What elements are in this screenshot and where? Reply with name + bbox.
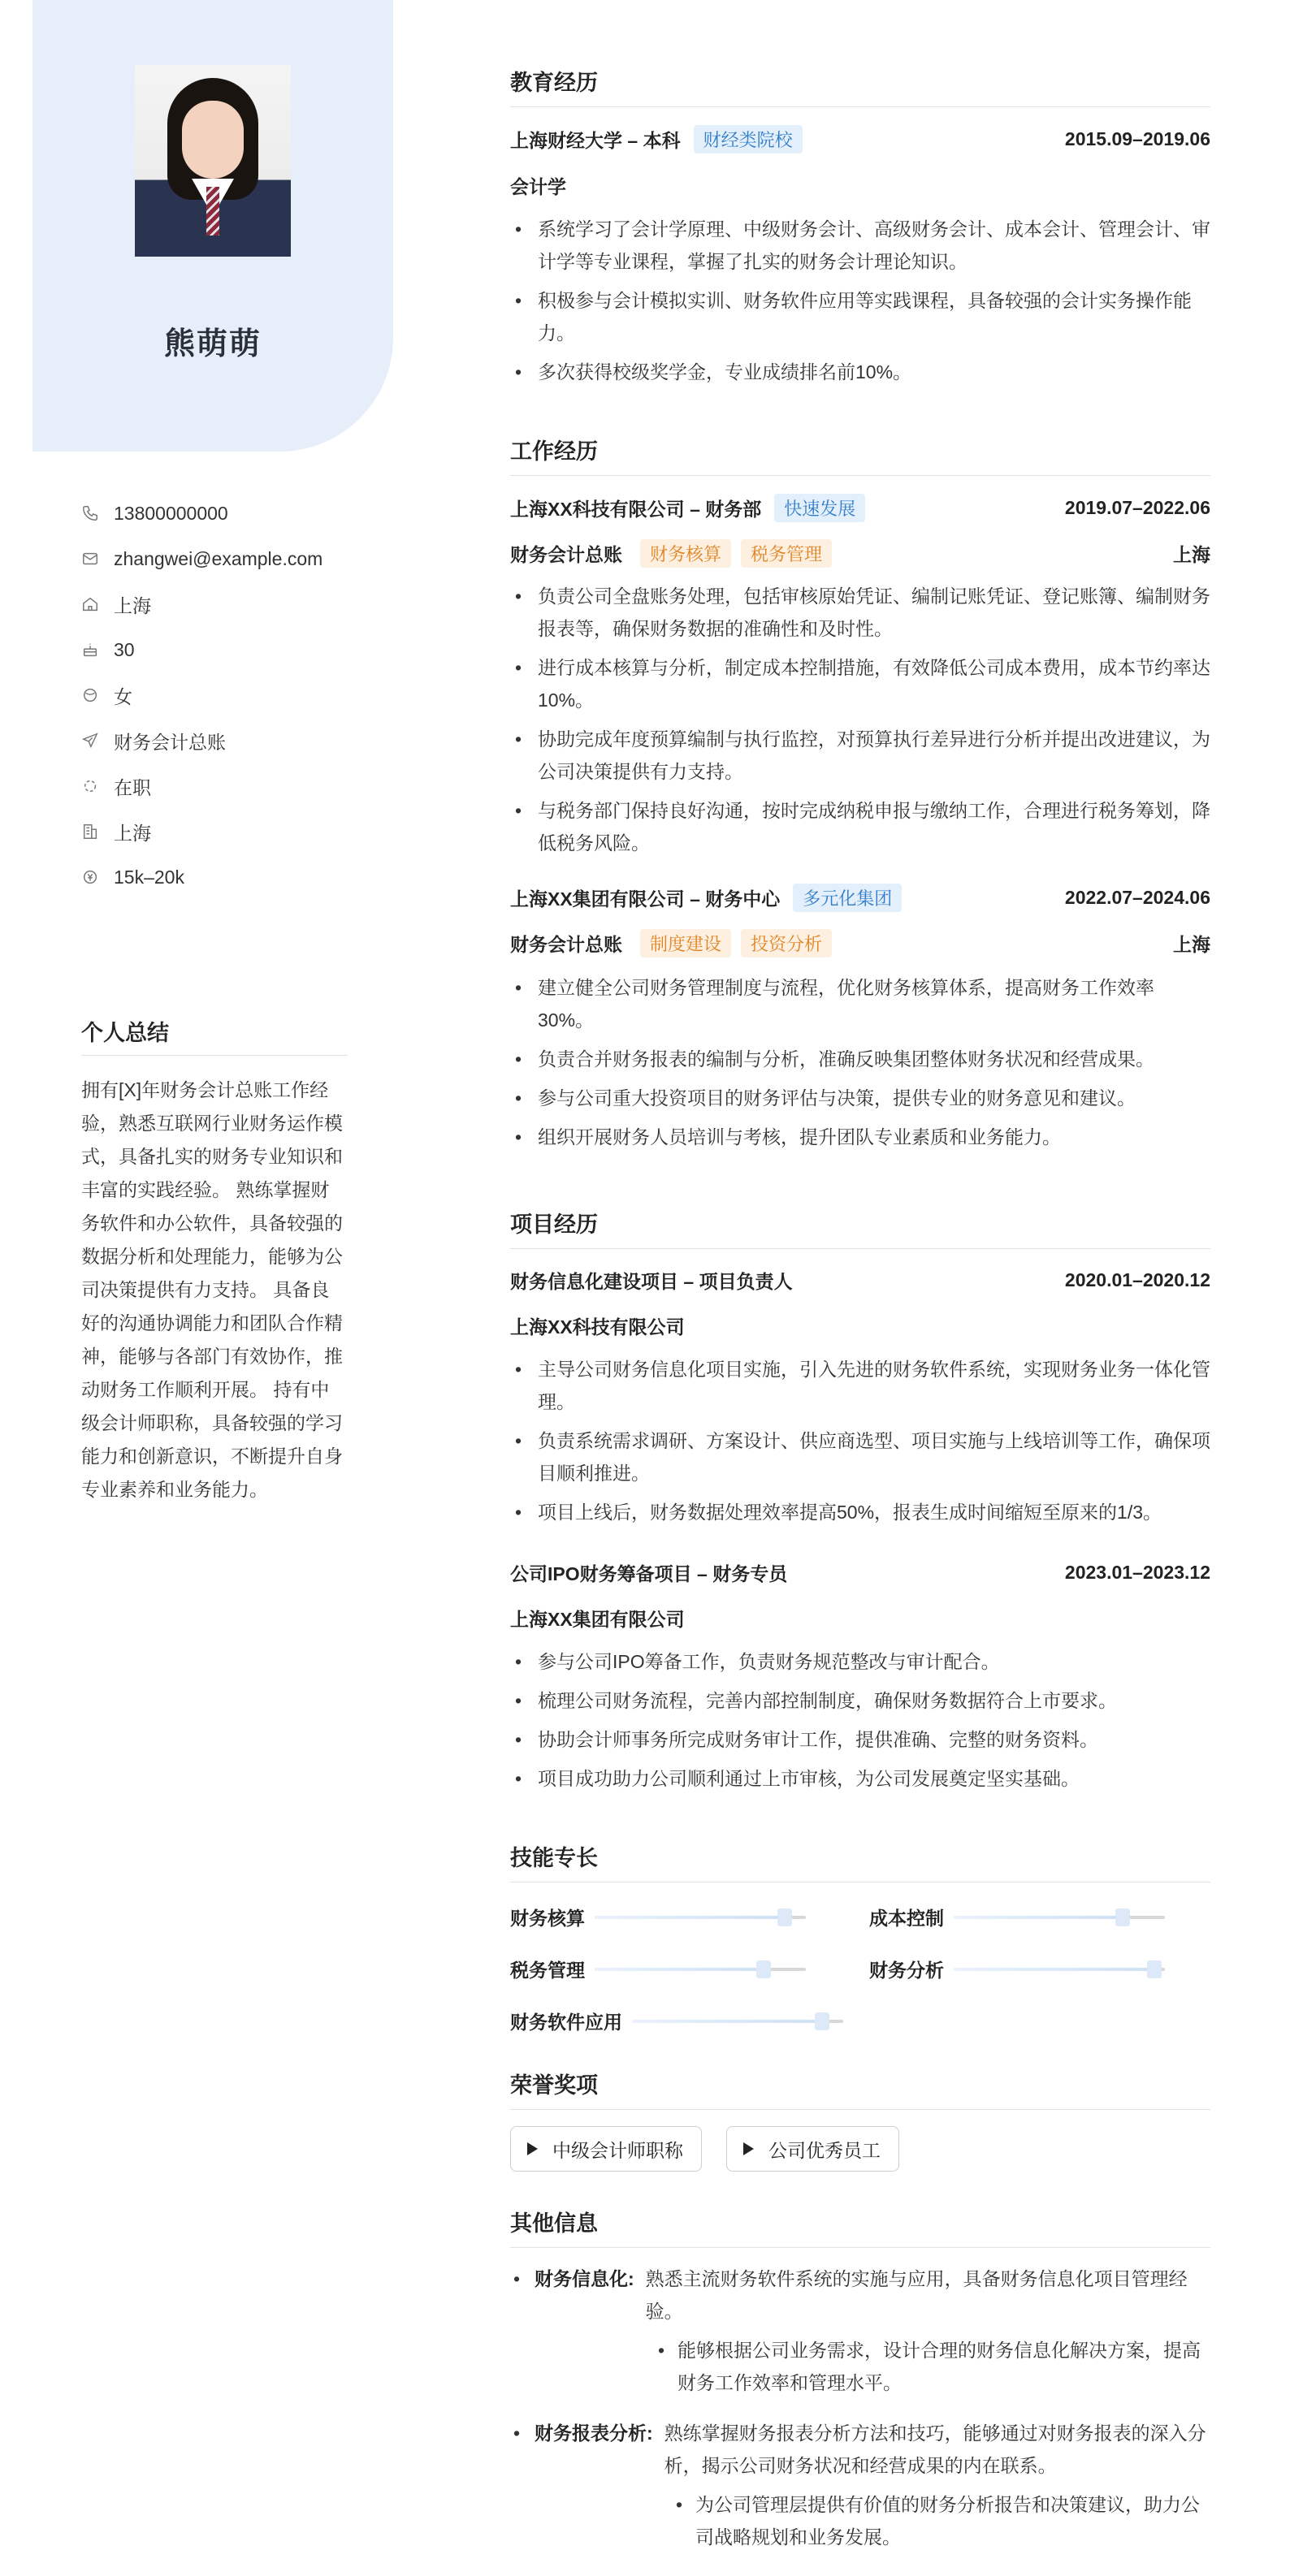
list-item: • 参与公司IPO筹备工作，负责财务规范整改与审计配合。 (510, 1645, 1210, 1678)
project-1-bullets (510, 1353, 1210, 1535)
education-major: 会计学 (510, 176, 566, 197)
info-email-text: zhangwei@example.com (114, 547, 323, 569)
cake-icon (81, 641, 99, 659)
info-age-text: 30 (114, 638, 135, 660)
skill-name: 财务分析 (869, 1960, 944, 1981)
honor-label: 中级会计师职称 (552, 2139, 683, 2161)
job-2-role-tag: 投资分析 (741, 929, 832, 957)
info-location-text: 上海 (114, 594, 151, 616)
education-bullets (510, 213, 1210, 395)
play-icon (527, 2142, 538, 2155)
education-header (510, 125, 1210, 153)
list-item: • 负责系统需求调研、方案设计、供应商选型、项目实施与上线培训等工作，确保项目顺利推进。 (510, 1424, 1210, 1489)
info-email (81, 536, 374, 581)
education-date: 2015.09–2019.06 (1064, 128, 1210, 149)
list-item: • 项目成功助力公司顺利通过上市审核，为公司发展奠定坚实基础。 (510, 1762, 1210, 1795)
other-item-1: • 财务信息化: 熟悉主流财务软件系统的实施与应用，具备财务信息化项目管理经验。 • 能够根据公司业务需求，设计合理的财务信息化解决方案，提高财务工作效率和管理水平。 (510, 2263, 1210, 2399)
list-item: • 积极参与会计模拟实训、财务软件应用等实践课程，具备较强的会计实务操作能力。 (510, 284, 1210, 349)
other-title: 其他信息 (510, 2206, 1210, 2248)
skill-bar (954, 1968, 1165, 1971)
mail-icon (81, 550, 99, 568)
info-phone (81, 491, 374, 536)
honor-item (510, 2126, 702, 2172)
skill-item (510, 1956, 806, 1982)
education-school: 上海财经大学 – 本科 (510, 130, 681, 151)
other-value: 熟练掌握财务报表分析方法和技巧，能够通过对财务报表的深入分析，揭示公司财务状况和经营成果的内在联系。 (664, 2423, 1206, 2476)
skill-bar (595, 1968, 806, 1971)
project-2-header (510, 1559, 1210, 1586)
info-position (81, 718, 374, 763)
honors-title: 荣誉奖项 (510, 2068, 1210, 2110)
job-1-tag: 快速发展 (774, 494, 865, 522)
job-1-role-tag: 税务管理 (741, 539, 832, 568)
info-position-text: 财务会计总账 (114, 731, 226, 753)
contact-info-list (81, 491, 374, 900)
job-2-role-row (510, 929, 1210, 957)
job-2-tag: 多元化集团 (793, 884, 902, 912)
skill-name: 财务软件应用 (510, 2012, 622, 2033)
play-icon (743, 2142, 754, 2155)
list-item: • 进行成本核算与分析，制定成本控制措施，有效降低公司成本费用，成本节约率达10%。 (510, 651, 1210, 716)
list-item: • 主导公司财务信息化项目实施，引入先进的财务软件系统，实现财务业务一体化管理。 (510, 1353, 1210, 1418)
project-2-org-row (510, 1605, 1210, 1632)
list-item: • 协助会计师事务所完成财务审计工作，提供准确、完整的财务资料。 (510, 1723, 1210, 1756)
skill-item (510, 2008, 843, 2034)
send-icon (81, 732, 99, 750)
list-item: • 负责公司全盘账务处理，包括审核原始凭证、编制记账凭证、登记账簿、编制财务报表等，确保财务数据的准确性和及时性。 (510, 580, 1210, 645)
other-value: 熟悉主流财务软件系统的实施与应用，具备财务信息化项目管理经验。 (645, 2268, 1188, 2322)
other-key: 财务信息化: (535, 2268, 634, 2289)
info-salary (81, 854, 374, 900)
job-1-role: 财务会计总账 (510, 544, 622, 565)
other-sub: 为公司管理层提供有价值的财务分析报告和决策建议，助力公司战略规划和业务发展。 (695, 2494, 1200, 2548)
education-title: 教育经历 (510, 65, 1210, 107)
project-2-bullets (510, 1645, 1210, 1801)
list-item: • 多次获得校级奖学金，专业成绩排名前10%。 (510, 356, 1210, 388)
work-title: 工作经历 (510, 434, 1210, 476)
project-2-date: 2023.01–2023.12 (1064, 1562, 1210, 1583)
status-icon (81, 777, 99, 795)
info-gender (81, 672, 374, 718)
job-1-header (510, 494, 1210, 522)
list-item: • 系统学习了会计学原理、中级财务会计、高级财务会计、成本会计、管理会计、审计学等专业课程，掌握了扎实的财务会计理论知识。 (510, 213, 1210, 278)
job-1-date: 2019.07–2022.06 (1064, 497, 1210, 518)
job-2-role: 财务会计总账 (510, 934, 622, 955)
skill-item (869, 1904, 1165, 1930)
info-location (81, 581, 374, 627)
project-1-date: 2020.01–2020.12 (1064, 1269, 1210, 1290)
project-2-org: 上海XX集团有限公司 (510, 1609, 685, 1630)
job-2-role-tag: 制度建设 (640, 929, 731, 957)
info-status (81, 763, 374, 809)
list-item: • 负责合并财务报表的编制与分析，准确反映集团整体财务状况和经营成果。 (510, 1043, 1210, 1075)
skill-bar (632, 2020, 843, 2023)
list-item: • 协助完成年度预算编制与执行监控，对预算执行差异进行分析并提出改进建议，为公司决策提供有力支持。 (510, 723, 1210, 788)
info-phone-text: 13800000000 (114, 502, 228, 524)
job-1-bullets (510, 580, 1210, 866)
job-2-company: 上海XX集团有限公司 – 财务中心 (510, 888, 781, 910)
job-1-location: 上海 (1173, 544, 1210, 565)
job-2-header (510, 884, 1210, 912)
honor-item (726, 2126, 899, 2172)
list-item: • 梳理公司财务流程，完善内部控制制度，确保财务数据符合上市要求。 (510, 1684, 1210, 1717)
projects-title: 项目经历 (510, 1207, 1210, 1249)
skill-bar (595, 1916, 806, 1919)
project-1-org-row (510, 1312, 1210, 1339)
other-item-2: • 财务报表分析: 熟练掌握财务报表分析方法和技巧，能够通过对财务报表的深入分析，揭示公司财务状况和经营成果的内在联系。 • 为公司管理层提供有价值的财务分析报告和决策建议，助力公司战略规划和业务发展。 (510, 2417, 1210, 2553)
avatar (135, 65, 291, 257)
other-sub: 能够根据公司业务需求，设计合理的财务信息化解决方案，提高财务工作效率和管理水平。 (677, 2340, 1201, 2393)
info-gender-text: 女 (114, 685, 132, 707)
home-icon (81, 595, 99, 613)
info-status-text: 在职 (114, 776, 151, 798)
summary-text: 拥有[X]年财务会计总账工作经验，熟悉互联网行业财务运作模式，具备扎实的财务专业知识和丰富的实践经验。 熟练掌握财务软件和办公软件，具备较强的数据分析和处理能力，能够为公司决策提供有力支持。 具备良好的沟通协调能力和团队合作精神，能够与各部门有效协作，推动财务工作顺利开展。 持有中级会计师职称，具备较强的学习能力和创新意识，不断提升自身专业素养和业务能力。 (81, 1079, 343, 1500)
list-item: • 组织开展财务人员培训与考核，提升团队专业素质和业务能力。 (510, 1121, 1210, 1153)
skill-name: 税务管理 (510, 1960, 585, 1981)
profile-panel (32, 0, 393, 452)
skill-bar (954, 1916, 1165, 1919)
list-item: • 参与公司重大投资项目的财务评估与决策，提供专业的财务意见和建议。 (510, 1082, 1210, 1114)
project-1-org: 上海XX科技有限公司 (510, 1316, 685, 1338)
project-1-name: 财务信息化建设项目 – 项目负责人 (510, 1271, 793, 1292)
skills-title: 技能专长 (510, 1840, 1210, 1882)
info-city-text: 上海 (114, 822, 151, 844)
list-item: • 项目上线后，财务数据处理效率提高50%，报表生成时间缩短至原来的1/3。 (510, 1496, 1210, 1528)
education-tag: 财经类院校 (694, 125, 803, 153)
job-2-date: 2022.07–2024.06 (1064, 887, 1210, 908)
honor-label: 公司优秀员工 (768, 2139, 881, 2161)
skill-item (869, 1956, 1165, 1982)
job-2-bullets (510, 971, 1210, 1160)
sidebar (0, 0, 393, 2576)
skill-name: 财务核算 (510, 1908, 585, 1929)
job-1-company: 上海XX科技有限公司 – 财务部 (510, 499, 762, 520)
list-item: • 与税务部门保持良好沟通，按时完成纳税申报与缴纳工作，合理进行税务筹划，降低税务风险。 (510, 794, 1210, 859)
summary-title: 个人总结 (81, 1015, 348, 1056)
education-major-row (510, 172, 1210, 199)
job-1-role-row (510, 539, 1210, 568)
info-city (81, 809, 374, 854)
project-2-name: 公司IPO财务筹备项目 – 财务专员 (510, 1563, 788, 1584)
project-1-header (510, 1267, 1210, 1294)
profile-name: 熊萌萌 (163, 327, 262, 361)
job-2-location: 上海 (1173, 934, 1210, 955)
info-age (81, 627, 374, 672)
skill-name: 成本控制 (869, 1908, 944, 1929)
phone-icon (81, 504, 99, 522)
info-salary-text: 15k–20k (114, 866, 184, 888)
list-item: • 建立健全公司财务管理制度与流程，优化财务核算体系，提高财务工作效率30%。 (510, 971, 1210, 1036)
salary-icon (81, 868, 99, 886)
skill-item (510, 1904, 806, 1930)
job-1-role-tag: 财务核算 (640, 539, 731, 568)
gender-icon (81, 686, 99, 704)
building-icon (81, 823, 99, 841)
other-key: 财务报表分析: (535, 2423, 653, 2444)
